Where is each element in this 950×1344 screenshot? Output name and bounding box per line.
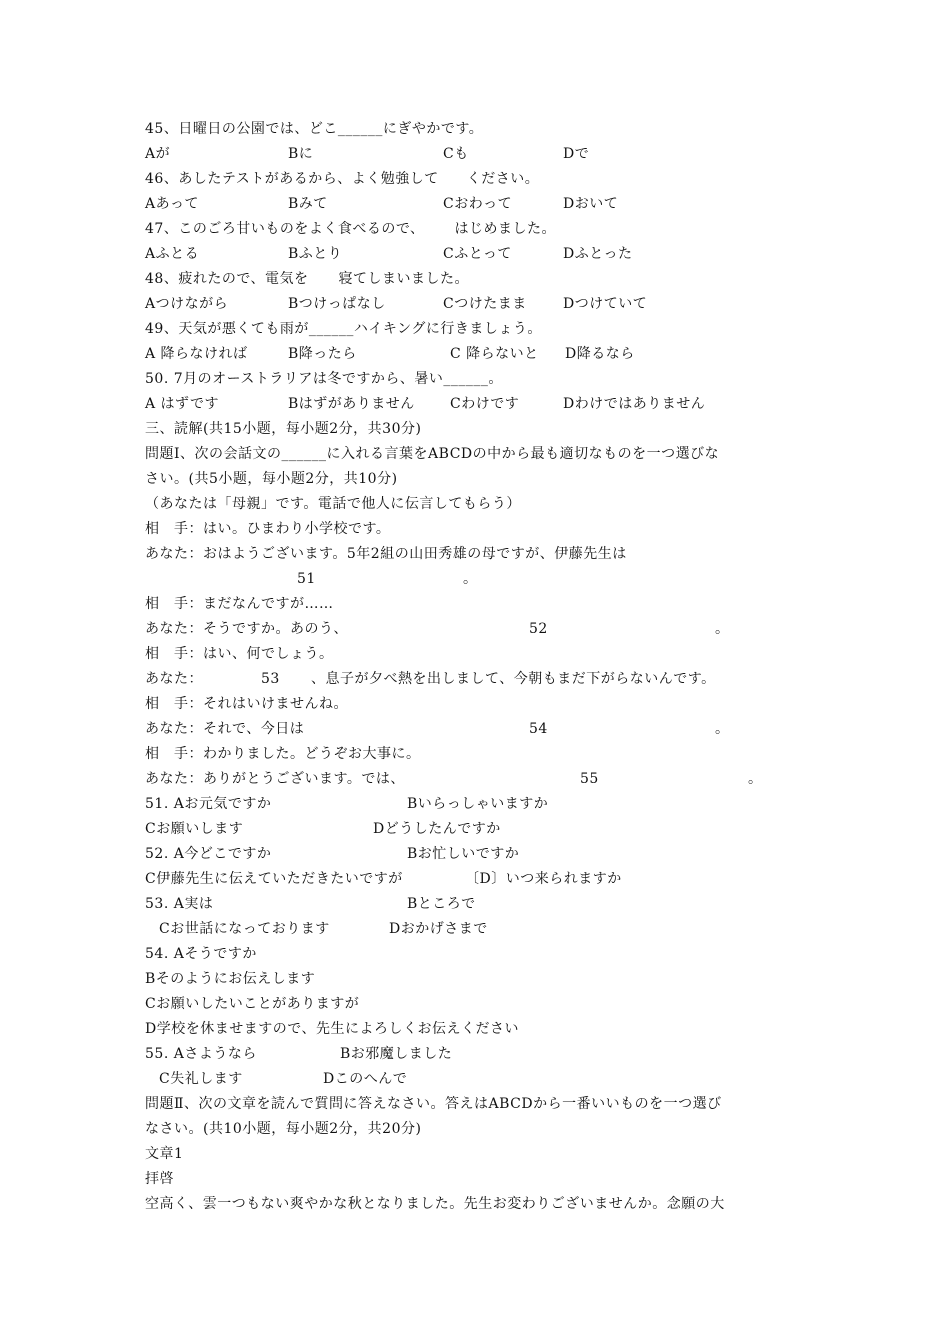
- q54-option-d: D学校を休ませますので、先生によろしくお伝えください: [145, 1021, 519, 1037]
- dialogue-partner-2: 相 手：まだなんですが……: [145, 596, 334, 612]
- question-54-option-a: [145, 942, 815, 967]
- situation-note: [145, 492, 815, 517]
- q51-option-c: Cお願いします: [145, 821, 244, 837]
- dialogue-you-3b: 、息子が夕べ熱を出しまして、今朝もまだ下がらないんです。: [311, 671, 716, 687]
- exam-page: [145, 117, 815, 1217]
- q53-option-a: 53. A実は: [145, 896, 214, 912]
- blank-52-number: 52: [529, 621, 548, 637]
- blank-53-number: 53: [261, 671, 280, 687]
- dialogue-line: [145, 542, 815, 567]
- q47-option-c: Cふとって: [443, 246, 512, 262]
- dialogue-partner-3: 相 手：はい、何でしょう。: [145, 646, 334, 662]
- q51-option-d: Dどうしたんですか: [373, 821, 501, 837]
- dialogue-line: [145, 667, 815, 692]
- question-46-options: [145, 192, 815, 217]
- q48-option-a: Aつけながら: [145, 296, 229, 312]
- dialogue-line: [145, 517, 815, 542]
- q55-option-a: 55. Aさようなら: [145, 1046, 257, 1062]
- dialogue-line: [145, 717, 815, 742]
- question-52-options-row1: [145, 842, 815, 867]
- question-53-options-row1: [145, 892, 815, 917]
- section-3-text: 三、読解(共15小题，每小题2分，共30分): [145, 421, 422, 437]
- mondai-1-instruction-line2: [145, 467, 815, 492]
- blank-52-period: 。: [715, 621, 730, 637]
- dialogue-partner-4: 相 手：それはいけませんね。: [145, 696, 348, 712]
- q50-text: 50. 7月のオーストラリアは冬ですから、暑い______。: [145, 371, 503, 387]
- blank-54-number: 54: [529, 721, 548, 737]
- q46-text-post: ください。: [466, 171, 540, 187]
- mondai-2-instruction-line2: [145, 1117, 815, 1142]
- mondai-2-instruction-line1: [145, 1092, 815, 1117]
- blank-51-number: 51: [297, 571, 316, 587]
- question-54-option-b: [145, 967, 815, 992]
- q46-option-b: Bみて: [288, 196, 328, 212]
- q53-option-d: Dおかげさまで: [389, 921, 488, 937]
- q49-text: 49、天気が悪くても雨が______ハイキングに行きましょう。: [145, 321, 542, 337]
- blank-55-period: 。: [748, 771, 763, 787]
- question-50-stem: [145, 367, 815, 392]
- q46-option-c: Cおわって: [443, 196, 513, 212]
- question-49-options: [145, 342, 815, 367]
- question-52-options-row2: [145, 867, 815, 892]
- dialogue-line: [145, 642, 815, 667]
- q48-option-b: Bつけっぱなし: [288, 296, 386, 312]
- q49-option-d: D降るなら: [565, 346, 635, 362]
- dialogue-line: [145, 592, 815, 617]
- q48-option-d: Dつけていて: [563, 296, 648, 312]
- question-48-options: [145, 292, 815, 317]
- q51-option-a: 51. Aお元気ですか: [145, 796, 272, 812]
- q55-option-c: C失礼します: [159, 1071, 243, 1087]
- q55-option-b: Bお邪魔しました: [340, 1046, 453, 1062]
- mondai-2-text-2: なさい。(共10小题，每小题2分，共20分): [145, 1121, 422, 1137]
- blank-54-period: 。: [715, 721, 730, 737]
- dialogue-line: [145, 617, 815, 642]
- dialogue-you-1: あなた：おはようございます。5年2組の山田秀雄の母ですが、伊藤先生は: [145, 546, 627, 562]
- q47-text-post: はじめました。: [454, 221, 557, 237]
- letter-body-line1: [145, 1192, 815, 1217]
- dialogue-line: [145, 767, 815, 792]
- dialogue-line: [145, 742, 815, 767]
- q52-option-c: C伊藤先生に伝えていただきたいですが: [145, 871, 403, 887]
- question-53-options-row2: [145, 917, 815, 942]
- q47-text-pre: 47、このごろ甘いものをよく食べるので、: [145, 221, 425, 237]
- dialogue-line: [145, 692, 815, 717]
- q49-option-b: B降ったら: [288, 346, 357, 362]
- section-3-heading: [145, 417, 815, 442]
- q47-option-b: Bふとり: [288, 246, 343, 262]
- question-50-options: [145, 392, 815, 417]
- dialogue-blank-51-line: [145, 567, 815, 592]
- q52-option-a: 52. A今どこですか: [145, 846, 272, 862]
- dialogue-partner-5: 相 手：わかりました。どうぞお大事に。: [145, 746, 421, 762]
- q45-text: 45、日曜日の公園では、どこ______にぎやかです。: [145, 121, 484, 137]
- q50-option-d: Dわけではありません: [563, 396, 706, 412]
- q54-option-c: Cお願いしたいことがありますが: [145, 996, 360, 1012]
- letter-salutation: [145, 1167, 815, 1192]
- q48-text-post: 寝てしまいました。: [338, 271, 470, 287]
- situation-text: （あなたは「母親」です。電話で他人に伝言してもらう）: [145, 496, 521, 512]
- question-51-options-row2: [145, 817, 815, 842]
- question-45-stem: [145, 117, 815, 142]
- dialogue-you-5: あなた：ありがとうございます。では、: [145, 771, 405, 787]
- dialogue-you-4: あなた：それで、今日は: [145, 721, 305, 737]
- q54-option-a: 54. Aそうですか: [145, 946, 257, 962]
- q47-option-a: Aふとる: [145, 246, 200, 262]
- q48-text-pre: 48、疲れたので、電気を: [145, 271, 309, 287]
- blank-55-number: 55: [580, 771, 599, 787]
- dialogue-partner-1: 相 手：はい。ひまわり小学校です。: [145, 521, 391, 537]
- q50-option-c: Cわけです: [450, 396, 520, 412]
- q49-option-a: A 降らなければ: [145, 346, 248, 362]
- mondai-1-text-2: さい。(共5小题，每小题2分，共10分): [145, 471, 398, 487]
- q47-option-d: Dふとった: [563, 246, 633, 262]
- q45-option-c: Cも: [443, 146, 469, 162]
- q46-option-a: Aあって: [145, 196, 199, 212]
- question-48-stem: [145, 267, 815, 292]
- mondai-1-text-1: 問題Ⅰ、次の会話文の______に入れる言葉をABCDの中から最も適切なものを一つ選びな: [145, 446, 720, 462]
- passage-1-label: 文章1: [145, 1146, 184, 1162]
- q46-text-pre: 46、あしたテストがあるから、よく勉強して: [145, 171, 439, 187]
- q53-option-b: Bところで: [407, 896, 476, 912]
- q48-option-c: Cつけたまま: [443, 296, 527, 312]
- question-54-option-d: [145, 1017, 815, 1042]
- question-45-options: [145, 142, 815, 167]
- q55-option-d: Dこのへんで: [323, 1071, 408, 1087]
- q50-option-a: A はずです: [145, 396, 219, 412]
- question-55-options-row1: [145, 1042, 815, 1067]
- q52-option-d: 〔D〕いつ来られますか: [465, 871, 622, 887]
- q45-option-a: Aが: [145, 146, 171, 162]
- blank-51-period: 。: [463, 571, 478, 587]
- question-46-stem: [145, 167, 815, 192]
- question-49-stem: [145, 317, 815, 342]
- passage-1-title: [145, 1142, 815, 1167]
- mondai-1-instruction-line1: [145, 442, 815, 467]
- q51-option-b: Bいらっしゃいますか: [407, 796, 549, 812]
- question-47-options: [145, 242, 815, 267]
- q53-option-c: Cお世話になっております: [159, 921, 330, 937]
- mondai-2-text-1: 問題Ⅱ、次の文章を読んで質問に答えなさい。答えはABCDから一番いいものを一つ選び: [145, 1096, 722, 1112]
- letter-text-1: 空高く、雲一つもない爽やかな秋となりました。先生お変わりございませんか。念願の大: [145, 1196, 725, 1212]
- q52-option-b: Bお忙しいですか: [407, 846, 520, 862]
- q49-option-c: C 降らないと: [450, 346, 539, 362]
- q54-option-b: Bそのようにお伝えします: [145, 971, 316, 987]
- question-55-options-row2: [145, 1067, 815, 1092]
- question-54-option-c: [145, 992, 815, 1017]
- q50-option-b: Bはずがありません: [288, 396, 415, 412]
- q46-option-d: Dおいて: [563, 196, 619, 212]
- q45-option-b: Bに: [288, 146, 314, 162]
- question-47-stem: [145, 217, 815, 242]
- q45-option-d: Dで: [563, 146, 590, 162]
- question-51-options-row1: [145, 792, 815, 817]
- dialogue-you-3: あなた：: [145, 671, 203, 687]
- salutation-text: 拝啓: [145, 1171, 174, 1187]
- dialogue-you-2: あなた：そうですか。あのう、: [145, 621, 348, 637]
